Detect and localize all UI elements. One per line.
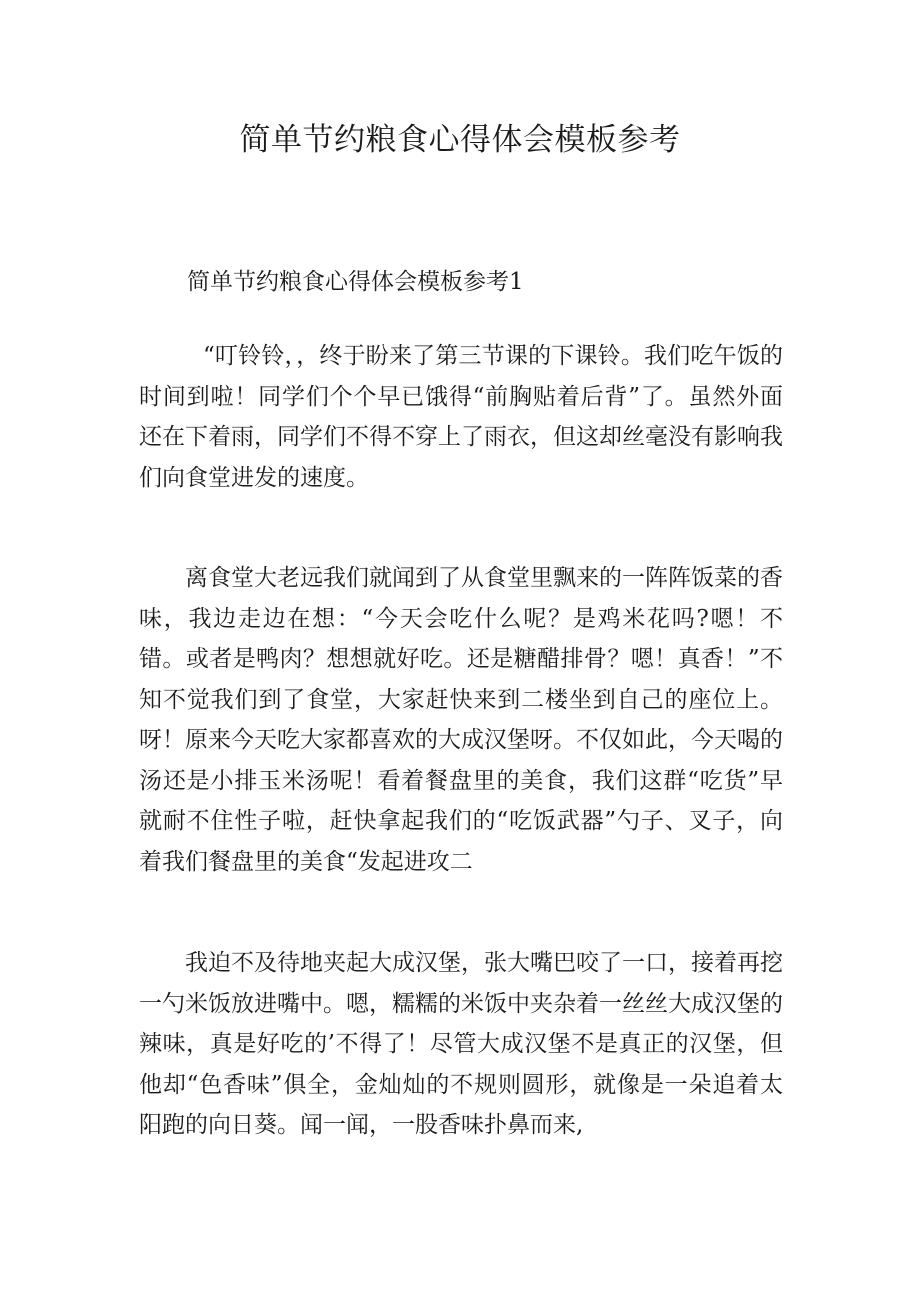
paragraph-2: 离食堂大老远我们就闻到了从食堂里飘来的一阵阵饭菜的香味，我边走边在想：“今天会吃什么呢？是鸡米花吗?嗯！不错。或者是鸭肉？想想就好吃。还是糖醋排骨？嗯！真香！”不知不觉我们到了食堂，大家赶快来到二楼坐到自己的座位上。呀！原来今天吃大家都喜欢的大成汉堡呀。不仅如此，今天喝的汤还是小排玉米汤呢！看着餐盘里的美食，我们这群“吃货”早就耐不住性子啦，赶快拿起我们的“吃饭武器”勺子、叉子，向着我们餐盘里的美食“发起进攻二 xyxy=(139,565,783,875)
section-subtitle: 简单节约粮食心得体会模板参考1 xyxy=(187,269,524,295)
paragraph-1: “叮铃铃，，终于盼来了第三节课的下课铃。我们吃午饭的时间到啦！同学们个个早已饿得“前胸贴着后背”了。虽然外面还在下着雨，同学们不得不穿上了雨衣，但这却丝毫没有影响我们向食堂进发的速度。 xyxy=(139,343,783,491)
document-title: 简单节约粮食心得体会模板参考 xyxy=(239,122,681,158)
paragraph-3: 我迫不及待地夹起大成汉堡，张大嘴巴咬了一口，接着再挖一勺米饭放进嘴中。嗯，糯糯的米饭中夹杂着一丝丝大成汉堡的辣味，真是好吃的’不得了！尽管大成汉堡不是真正的汉堡，但他却“色香味”俱全，金灿灿的不规则圆形，就像是一朵追着太阳跑的向日葵。闻一闻，一股香味扑鼻而来, xyxy=(139,950,783,1138)
